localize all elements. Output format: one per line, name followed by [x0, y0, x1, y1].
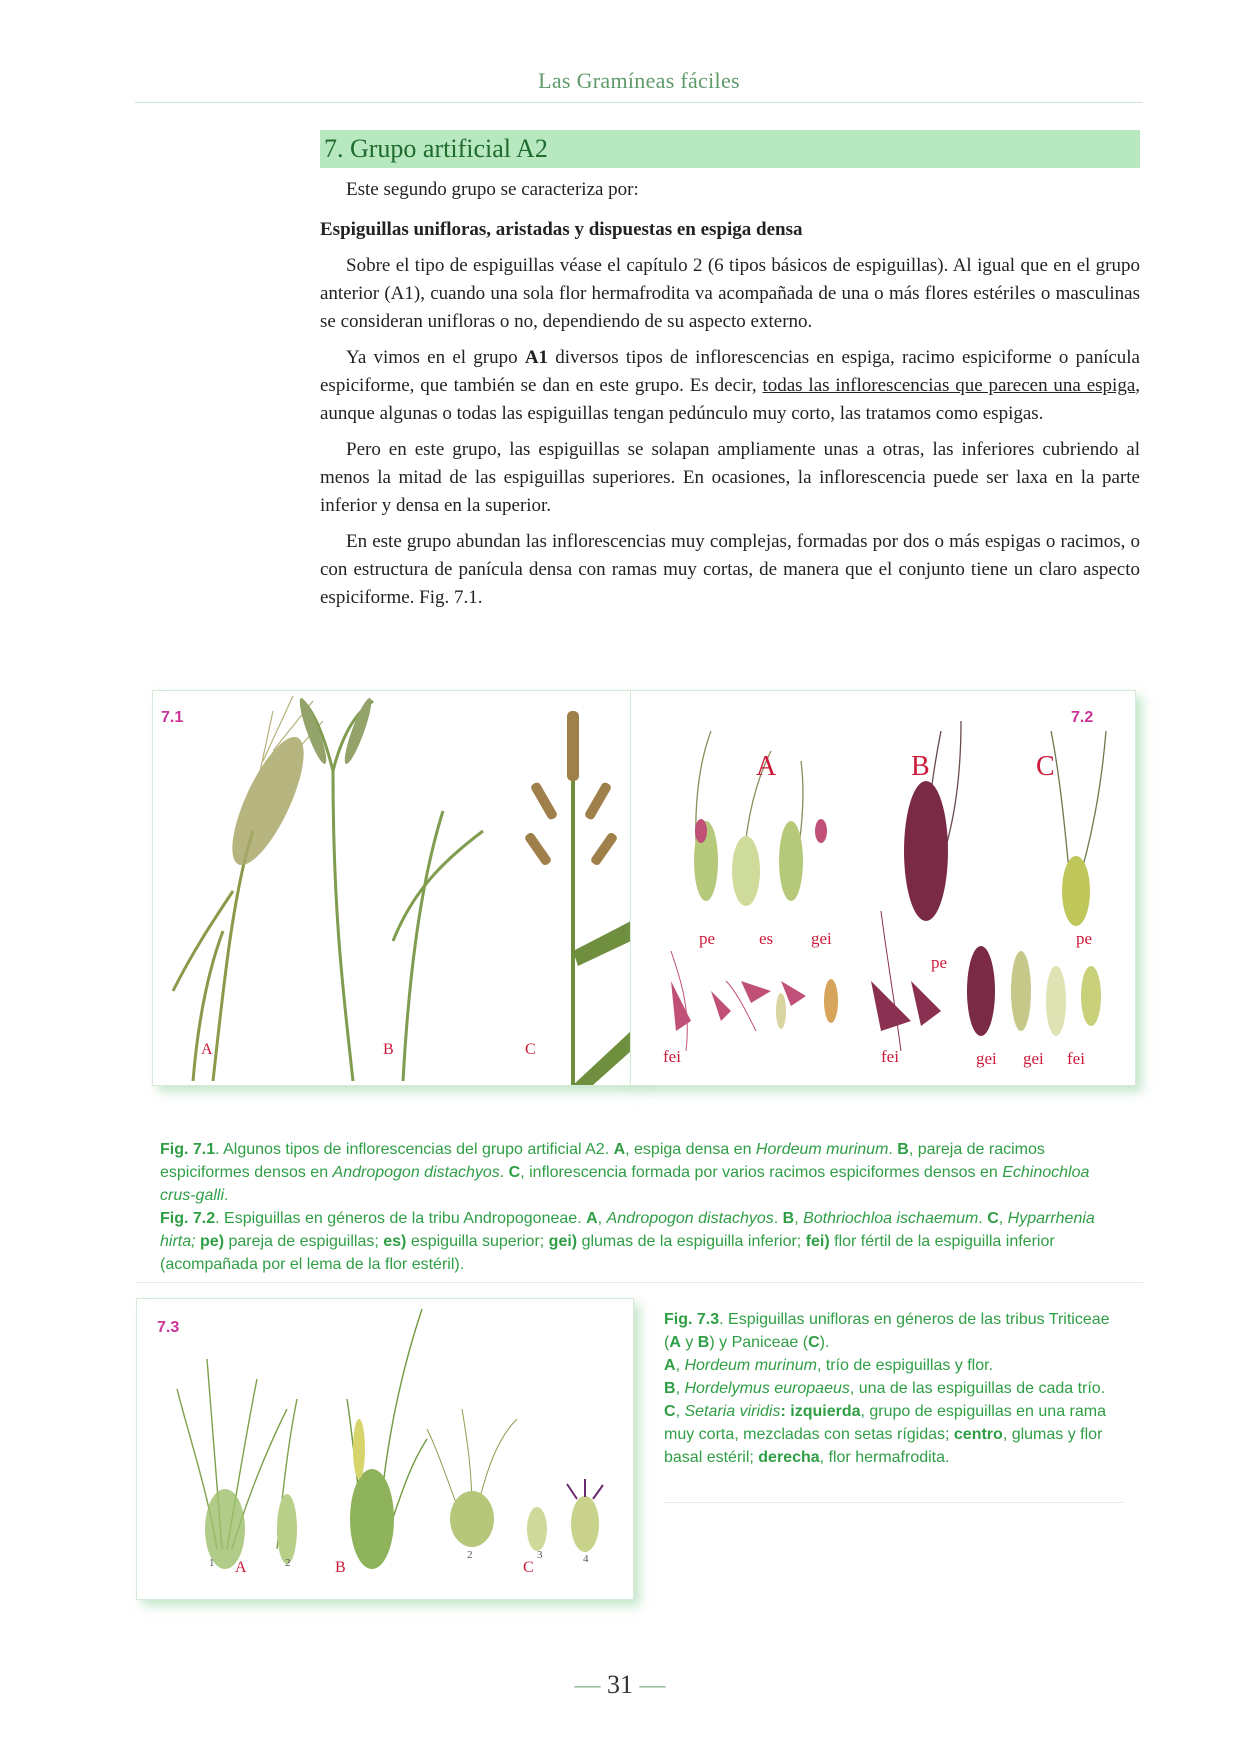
caption-key: es) [383, 1233, 407, 1250]
caption-key: gei) [548, 1233, 578, 1250]
figure-7-3-num-2-c: 2 [467, 1549, 473, 1561]
paragraph-3: Pero en este grupo, las espiguillas se solapan ampliamente unas a otras, las inferiores cubriendo al menos la mitad de las espiguillas superiores. En ocasiones, la inflorescencia puede ser laxa en la parte inferior y densa en la superior. [320, 439, 1140, 516]
figure-7-3-num-4-c: 4 [583, 1553, 589, 1565]
header-rule [135, 102, 1143, 103]
caption-7-1 [160, 1138, 1120, 1207]
caption-7-3-a: A, Hordeum murinum, trío de espiguillas y flor. [664, 1357, 994, 1374]
caption-rule [135, 1282, 1143, 1283]
caption-text: ). [819, 1334, 830, 1351]
caption-7-3-ref: Fig. 7.3 [664, 1311, 720, 1328]
figure-7-3-num-3-c: 3 [537, 1549, 543, 1561]
caption-text: , pareja de racimos espiciformes densos en [160, 1141, 1045, 1181]
figure-7-2-part-a: A [756, 751, 777, 782]
figure-7-2-tag-fei-b: fei [881, 1047, 899, 1066]
p2-after: , aunque algunas o todas las espiguillas tengan pedúnculo muy corto, las tratamos como espigas. [320, 375, 1141, 424]
caption-key: izquierda [790, 1403, 861, 1420]
caption-text: . [224, 1187, 229, 1204]
caption-key: B [697, 1334, 710, 1351]
caption-7-1-ref: Fig. 7.1 [160, 1141, 216, 1158]
caption-key: B [664, 1380, 676, 1397]
figure-7-2-tag-fei-c: fei [1067, 1049, 1085, 1068]
figure-7-3-label: 7.3 [157, 1319, 180, 1336]
caption-text: , [597, 1210, 607, 1227]
figure-7-2-tag-pe-b: pe [931, 953, 948, 972]
paragraph-2 [320, 344, 1140, 428]
caption-text: , inflorescencia formada por varios racimos espiciformes densos en [520, 1164, 1003, 1181]
caption-key: C [664, 1403, 676, 1420]
caption-key: C [808, 1334, 820, 1351]
figure-7-1 [152, 690, 632, 1086]
caption-key: pe) [200, 1233, 225, 1250]
figure-7-1-part-b: B [383, 1041, 394, 1058]
figure-7-2-tag-gei-a: gei [811, 929, 832, 948]
p2-mid: diversos tipos de inflorescencias en espiga, racimo espiciforme o panícula espiciforme, que también se dan en este grupo. Es decir, [320, 347, 1140, 396]
page-number [0, 1670, 1240, 1700]
caption-text: y [680, 1334, 698, 1351]
caption-figure-7-3 [664, 1308, 1124, 1469]
caption-rule-7-3 [664, 1502, 1124, 1503]
caption-species: Bothriochloa ischaemum [803, 1210, 979, 1227]
figure-7-3-part-a: A [235, 1559, 247, 1576]
figure-7-3-num-2-a: 2 [285, 1557, 291, 1569]
caption-text: , [794, 1210, 804, 1227]
caption-species: Hyparrhenia hirta; [160, 1210, 1095, 1250]
page-dash-left: — [574, 1670, 601, 1699]
figure-7-3-num-1-a: 1 [209, 1557, 215, 1569]
figure-7-2-illustration [631, 691, 1135, 1085]
caption-text: , glumas y flor basal estéril; [664, 1426, 1103, 1466]
feature-line: Espiguillas unifloras, aristadas y dispuestas en espiga densa [320, 219, 803, 240]
figure-7-2-label: 7.2 [1071, 709, 1094, 726]
caption-key: A [613, 1141, 626, 1158]
figure-7-2-part-c: C [1036, 751, 1055, 782]
caption-species: Echinochloa crus-galli [160, 1164, 1090, 1204]
p2-bold: A1 [524, 347, 549, 368]
figure-7-3-part-c: C [523, 1559, 534, 1576]
caption-text: . [978, 1210, 988, 1227]
figure-7-2-tag-pe-c: pe [1076, 929, 1093, 948]
caption-text: ) y Paniceae ( [709, 1334, 809, 1351]
caption-text: . Espiguillas unifloras en géneros de las tribus Triticeae ( [664, 1311, 1110, 1351]
paragraph-1: Sobre el tipo de espiguillas véase el capítulo 2 (6 tipos básicos de espiguillas). Al igual que en el grupo anterior (A1), cuando una sola flor hermafrodita va acompañada de una o más flores estériles o masculinas se consideran unifloras o no, dependiendo de su aspecto externo. [320, 255, 1140, 332]
intro-line: Este segundo grupo se caracteriza por: [346, 179, 639, 200]
page-number-value: 31 [607, 1670, 633, 1699]
caption-text: pareja de espiguillas; [224, 1233, 384, 1250]
caption-key: B [782, 1210, 795, 1227]
caption-species: Andropogon distachyos [332, 1164, 500, 1181]
caption-species: Hordeum murinum [684, 1357, 817, 1374]
caption-7-3-head [664, 1308, 1124, 1354]
caption-text: : [780, 1403, 791, 1420]
figure-7-3-illustration [137, 1299, 633, 1599]
caption-key: centro [953, 1426, 1003, 1443]
caption-7-2 [160, 1207, 1120, 1276]
caption-species: Setaria viridis [684, 1403, 781, 1420]
p2-underline: todas las inflorescencias que parecen una espiga [762, 375, 1136, 396]
caption-species: Andropogon distachyos [606, 1210, 774, 1227]
caption-text: . [499, 1164, 509, 1181]
caption-key: C [508, 1164, 521, 1181]
caption-text: glumas de la espiguilla inferior; [577, 1233, 806, 1250]
caption-key: A [669, 1334, 681, 1351]
body-paragraphs [320, 252, 1140, 612]
caption-text: . Algunos tipos de inflorescencias del grupo artificial A2. [215, 1141, 614, 1158]
figure-7-1-part-a: A [201, 1041, 213, 1058]
body-intro [320, 176, 1140, 204]
caption-text: , flor hermafrodita. [819, 1449, 950, 1466]
figure-7-3-part-b: B [335, 1559, 346, 1576]
caption-text: , trío de espiguillas y flor. [816, 1357, 994, 1374]
caption-7-3-c: C, Setaria viridis: izquierda, grupo de espiguillas en una rama muy corta, mezcladas con setas rígidas; centro, glumas y flor basal estéril; derecha, flor hermafrodita. [664, 1403, 1106, 1466]
caption-key: A [586, 1210, 598, 1227]
caption-key: B [897, 1141, 909, 1158]
caption-7-3-b: B, Hordelymus europaeus, una de las espiguillas de cada trío. [664, 1380, 1106, 1397]
caption-key: derecha [758, 1449, 820, 1466]
caption-key: A [664, 1357, 676, 1374]
caption-text: . Espiguillas en géneros de la tribu Andropogoneae. [215, 1210, 587, 1227]
page-dash-right: — [639, 1670, 666, 1699]
caption-text: , una de las espiguillas de cada trío. [849, 1380, 1106, 1397]
figure-7-2-tag-gei-b: gei [976, 1049, 997, 1068]
figure-7-1-label: 7.1 [161, 709, 184, 726]
paragraph-4: En este grupo abundan las inflorescencias muy complejas, formadas por dos o más espigas o racimos, o con estructura de panícula densa con ramas muy cortas, de manera que el conjunto tiene un claro aspecto espiciforme. Fig. 7.1. [320, 531, 1140, 608]
figure-7-1-part-c: C [525, 1041, 536, 1058]
caption-text: . [773, 1210, 783, 1227]
body-feature [320, 216, 1140, 244]
caption-text: flor fértil de la espiguilla inferior (acompañada por el lema de la flor estéril). [160, 1233, 1055, 1273]
caption-species: Hordelymus europaeus [684, 1380, 850, 1397]
p2-before: Ya vimos en el grupo [346, 347, 525, 368]
caption-text: , grupo de espiguillas en una rama muy corta, mezcladas con setas rígidas; [664, 1403, 1106, 1443]
caption-text: . [888, 1141, 898, 1158]
figure-7-2-part-b: B [911, 751, 930, 782]
figure-7-2-tag-pe-a: pe [699, 929, 716, 948]
figure-7-1-illustration [153, 691, 631, 1085]
caption-species: Hordeum murinum [755, 1141, 889, 1158]
caption-7-2-ref: Fig. 7.2 [160, 1210, 216, 1227]
caption-text: espiguilla superior; [406, 1233, 549, 1250]
figure-7-2 [630, 690, 1136, 1086]
figure-7-3 [136, 1298, 634, 1600]
caption-text: , espiga densa en [625, 1141, 756, 1158]
chapter-title: 7. Grupo artificial A2 [320, 130, 1140, 168]
caption-text: , [998, 1210, 1008, 1227]
figure-7-2-tag-gei-c: gei [1023, 1049, 1044, 1068]
caption-key: fei) [805, 1233, 830, 1250]
caption-key: C [987, 1210, 999, 1227]
figure-7-2-tag-fei-a: fei [663, 1047, 681, 1066]
figure-7-2-tag-es: es [759, 929, 774, 948]
running-header: Las Gramíneas fáciles [538, 68, 740, 93]
caption-figures-7-1-7-2 [160, 1138, 1120, 1276]
